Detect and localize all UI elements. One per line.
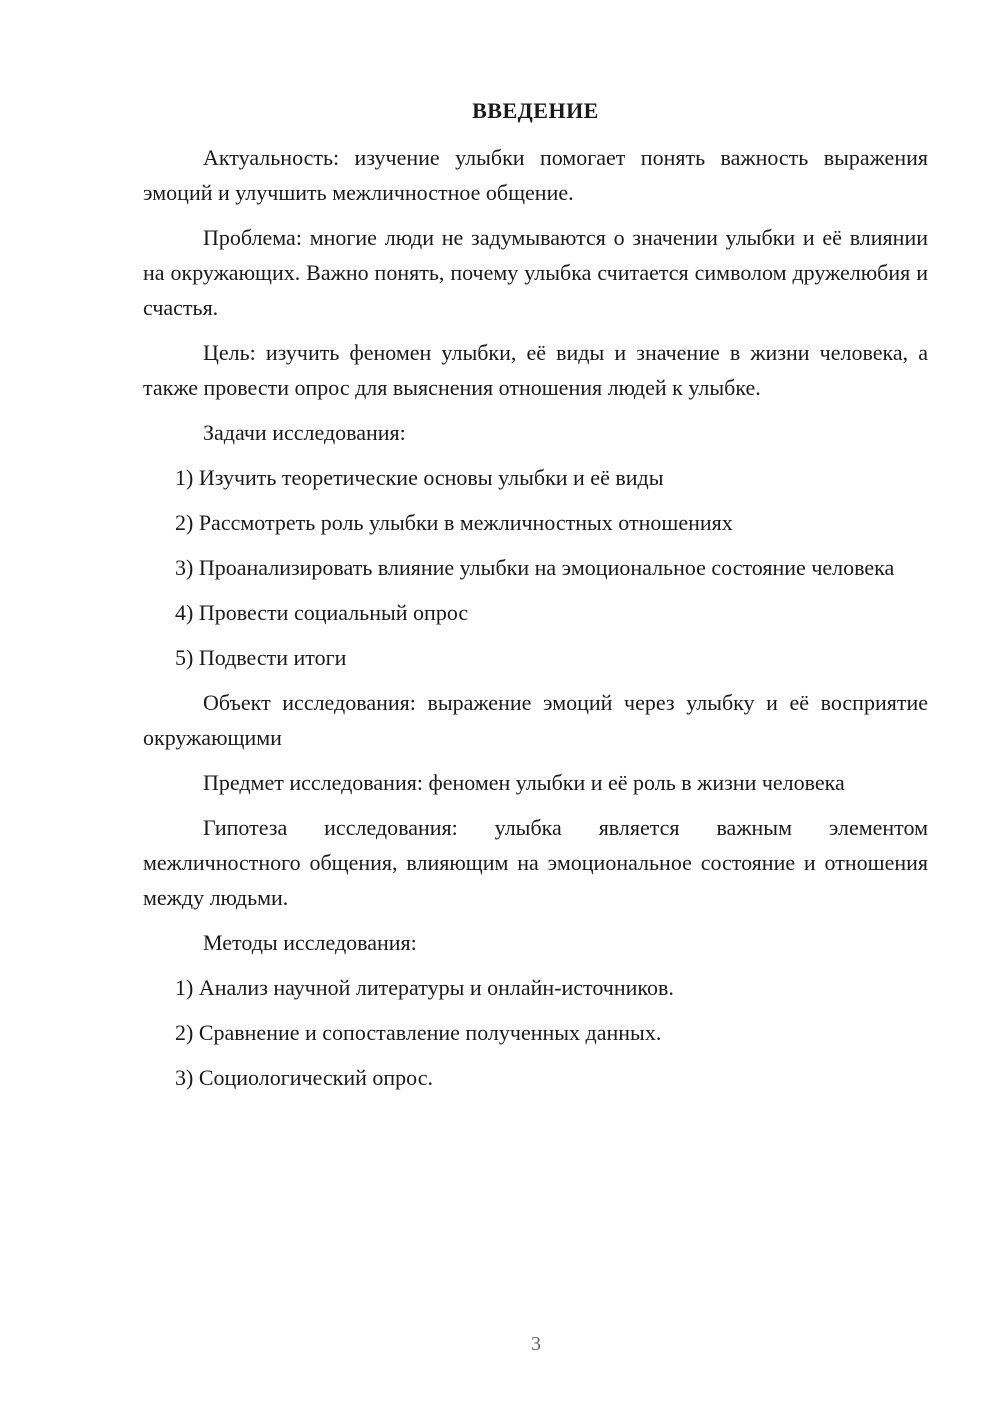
task-item: 4) Провести социальный опрос — [175, 600, 469, 625]
tasks-heading: Задачи исследования: — [203, 420, 406, 445]
object-paragraph: Объект исследования: выражение эмоций через улыбку и её восприятие окружающими — [143, 690, 928, 750]
method-item: 3) Социологический опрос. — [175, 1065, 433, 1090]
task-item: 5) Подвести итоги — [175, 645, 347, 670]
task-item: 2) Рассмотреть роль улыбки в межличностных отношениях — [175, 510, 733, 535]
method-item: 1) Анализ научной литературы и онлайн-источников. — [175, 975, 674, 1000]
task-item: 1) Изучить теоретические основы улыбки и её виды — [175, 465, 664, 490]
page-number: 3 — [531, 1333, 541, 1355]
task-item: 3) Проанализировать влияние улыбки на эмоциональное состояние человека — [175, 555, 895, 580]
section-title: ВВЕДЕНИЕ — [472, 98, 599, 123]
problem-paragraph: Проблема: многие люди не задумываются о значении улыбки и её влиянии на окружающих. Важно понять, почему улыбка считается символом дружелюбия и счастья. — [143, 225, 928, 320]
relevance-paragraph: Актуальность: изучение улыбки помогает понять важность выражения эмоций и улучшить межличностное общение. — [143, 145, 928, 205]
goal-paragraph: Цель: изучить феномен улыбки, её виды и значение в жизни человека, а также провести опрос для выяснения отношения людей к улыбке. — [143, 340, 928, 400]
subject-paragraph: Предмет исследования: феномен улыбки и её роль в жизни человека — [203, 770, 845, 795]
methods-heading: Методы исследования: — [203, 930, 417, 955]
document-page — [143, 96, 928, 1105]
hypothesis-paragraph: Гипотеза исследования: улыбка является важным элементом межличностного общения, влияющим на эмоциональное состояние и отношения между людьми. — [143, 815, 928, 910]
method-item: 2) Сравнение и сопоставление полученных данных. — [175, 1020, 662, 1045]
